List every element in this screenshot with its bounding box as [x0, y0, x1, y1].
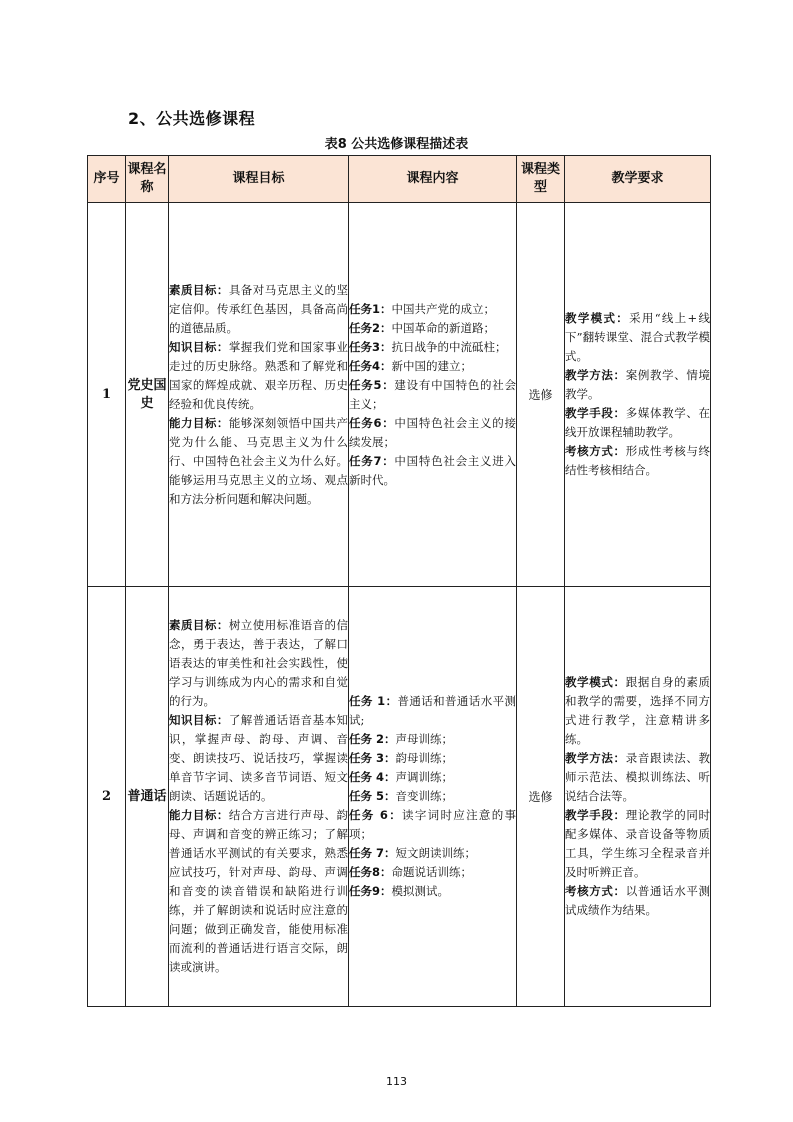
table-row [88, 203, 711, 587]
task-label: 任务4： [349, 358, 392, 373]
task-text: 音变训练； [395, 789, 454, 803]
objective-label: 知识目标： [169, 713, 229, 727]
objective-item [169, 616, 348, 711]
task-item [349, 882, 516, 901]
requirement-item [565, 309, 710, 366]
course-objectives [169, 203, 349, 587]
header-no: 序号 [88, 156, 126, 203]
objective-text: 能够深刻领悟中国共产党为什么能、马克思主义为什么行、中国特色社会主义为什么好。能够运用马克思主义的立场、观点和方法分析问题和解决问题。 [169, 415, 349, 506]
task-label: 任务 2： [349, 732, 396, 746]
requirement-label: 教学方法： [565, 751, 626, 765]
objective-item [169, 414, 348, 509]
course-objectives [169, 587, 349, 1007]
requirement-label: 教学手段： [565, 406, 626, 420]
requirement-label: 考核方式： [565, 884, 626, 898]
requirement-item [565, 673, 710, 749]
requirement-label: 教学方法： [565, 368, 626, 382]
task-text: 新中国的建立； [391, 358, 473, 373]
requirement-text: 采用“线上+线下”翻转课堂、混合式教学模式。 [565, 311, 711, 363]
task-text: 中国革命的新道路； [391, 320, 496, 335]
task-label: 任务2： [349, 320, 392, 335]
task-text: 中国特色社会主义的接续发展； [349, 415, 516, 449]
header-requirements: 教学要求 [565, 156, 711, 203]
task-item [349, 806, 516, 844]
teaching-requirements [565, 203, 711, 587]
objective-label: 素质目标： [169, 618, 229, 632]
task-label: 任务9： [349, 884, 392, 898]
task-text: 短文朗读训练； [395, 846, 477, 860]
requirement-item [565, 442, 710, 480]
objective-label: 能力目标： [169, 415, 229, 430]
requirement-label: 教学模式： [565, 675, 626, 689]
requirement-text: 形成性考核与终结性考核相结合。 [565, 444, 711, 477]
objective-item [169, 281, 348, 338]
task-item [349, 414, 516, 452]
row-number: 1 [88, 203, 126, 587]
requirement-item [565, 404, 710, 442]
task-text: 命题说话训练； [391, 865, 473, 879]
task-text: 中国特色社会主义进入新时代。 [349, 453, 516, 487]
requirement-item [565, 882, 710, 920]
requirement-item [565, 366, 710, 404]
header-objectives: 课程目标 [169, 156, 349, 203]
course-description-table [87, 155, 711, 1007]
task-item [349, 338, 516, 357]
course-content [349, 587, 517, 1007]
task-text: 声母训练； [395, 732, 454, 746]
task-text: 读字词时应注意的事项； [349, 808, 516, 841]
requirement-item [565, 806, 710, 882]
requirement-text: 案例教学、情境教学。 [565, 368, 711, 401]
objective-text: 掌握我们党和国家事业走过的历史脉络。熟悉和了解党和国家的辉煌成就、艰辛历程、历史经验和优良传统。 [169, 339, 349, 411]
requirement-text: 理论教学的同时配多媒体、录音设备等物质工具，学生练习全程录音并及时听辨正音。 [565, 808, 711, 879]
task-text: 模拟测试。 [391, 884, 450, 898]
section-heading: 2、公共选修课程 [128, 109, 256, 128]
task-item [349, 768, 516, 787]
task-label: 任务6： [349, 415, 395, 430]
requirement-text: 跟据自身的素质和教学的需要，选择不同方式进行教学，注意精讲多练。 [565, 675, 711, 746]
task-label: 任务1： [349, 301, 392, 316]
objective-text: 具备对马克思主义的坚定信仰。传承红色基因，具备高尚的道德品质。 [169, 282, 349, 335]
objective-text: 树立使用标准语音的信念，勇于表达，善于表达，了解口语表达的审美性和社会实践性，使学习与训练成为内心的需求和自觉的行为。 [169, 618, 349, 708]
header-content: 课程内容 [349, 156, 517, 203]
task-text: 抗日战争的中流砥柱； [391, 339, 507, 354]
requirement-label: 教学模式： [565, 311, 630, 325]
teaching-requirements [565, 587, 711, 1007]
task-text: 中国共产党的成立； [391, 301, 496, 316]
task-label: 任务 5： [349, 789, 396, 803]
header-type: 课程类型 [517, 156, 565, 203]
task-item [349, 319, 516, 338]
course-name: 党史国史 [126, 203, 169, 587]
task-label: 任务 7： [349, 846, 396, 860]
requirement-label: 考核方式： [565, 444, 626, 458]
task-item [349, 376, 516, 414]
course-type: 选修 [517, 203, 565, 587]
task-label: 任务3： [349, 339, 392, 354]
task-text: 建设有中国特色的社会主义； [349, 377, 516, 411]
requirement-label: 教学手段： [565, 808, 626, 822]
task-text: 声调训练； [395, 770, 454, 784]
task-text: 韵母训练； [395, 751, 454, 765]
objective-label: 能力目标： [169, 808, 229, 822]
objective-item [169, 338, 348, 414]
course-name: 普通话 [126, 587, 169, 1007]
task-label: 任务8： [349, 865, 392, 879]
objective-label: 素质目标： [169, 282, 229, 297]
requirement-text: 以普通话水平测试成绩作为结果。 [565, 884, 711, 917]
task-label: 任务 4： [349, 770, 396, 784]
task-item [349, 749, 516, 768]
course-type: 选修 [517, 587, 565, 1007]
requirement-text: 录音跟读法、教师示范法、模拟训练法、听说结合法等。 [565, 751, 711, 803]
task-item [349, 787, 516, 806]
objective-item [169, 806, 348, 977]
page-number: 113 [386, 1075, 407, 1088]
task-label: 任务7： [349, 453, 395, 468]
task-item [349, 844, 516, 863]
header-name: 课程名称 [126, 156, 169, 203]
table-row [88, 587, 711, 1007]
requirement-item [565, 749, 710, 806]
task-item [349, 300, 516, 319]
task-label: 任务5： [349, 377, 395, 392]
requirement-text: 多媒体教学、在线开放课程辅助教学。 [565, 406, 711, 439]
table-header-row [88, 156, 711, 203]
task-item [349, 730, 516, 749]
task-item [349, 452, 516, 490]
task-label: 任务 3： [349, 751, 396, 765]
row-number: 2 [88, 587, 126, 1007]
task-text: 普通话和普通话水平测试; [349, 694, 516, 727]
task-label: 任务 6： [349, 808, 403, 822]
objective-item [169, 711, 348, 806]
course-content [349, 203, 517, 587]
objective-text: 结合方言进行声母、韵母、声调和音变的辨正练习；了解普通话水平测试的有关要求，熟悉应试技巧，针对声母、韵母、声调和音变的读音错误和缺陷进行训练，并了解朗读和说话时应注意的问题；做到正确发音，能使用标准而流利的普通话进行语言交际，朗读或演讲。 [169, 808, 349, 974]
task-label: 任务 1： [349, 694, 398, 708]
objective-label: 知识目标： [169, 339, 229, 354]
task-item [349, 863, 516, 882]
objective-text: 了解普通话语音基本知识，掌握声母、韵母、声调、音变、朗读技巧、说话技巧，掌握读单音节字词、读多音节词语、短文朗读、话题说话的。 [169, 713, 349, 803]
task-item [349, 357, 516, 376]
task-item [349, 692, 516, 730]
table-caption: 表8 公共选修课程描述表 [324, 137, 469, 152]
